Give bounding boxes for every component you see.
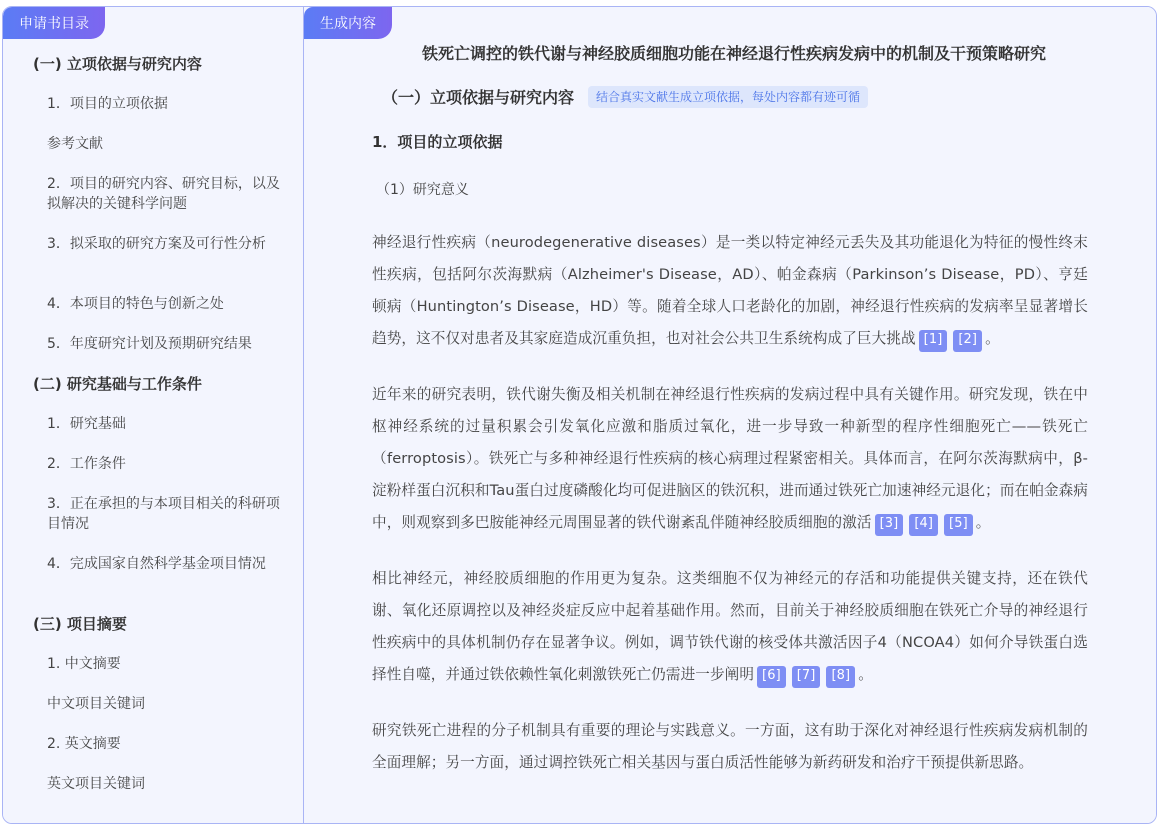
paragraph-end: 。 — [975, 514, 991, 531]
toc-section-heading[interactable]: (三) 项目摘要 — [33, 615, 127, 633]
citation-link[interactable]: [5] — [944, 514, 973, 536]
toc-item[interactable]: 3．拟采取的研究方案及可行性分析 — [47, 236, 266, 252]
paragraph-text: 相比神经元，神经胶质细胞的作用更为复杂。这类细胞不仅为神经元的存活和功能提供关键支持，还在铁代谢、氧化还原调控以及神经炎症反应中起着基础作用。然而，目前关于神经胶质细胞在铁死亡介导的神经退行性疾病中的具体机制仍存在显著争议。例如，调节铁代谢的核受体共激活因子4（NCOA4）如何介导铁蛋白选择性自噬，并通过铁依赖性氧化刺激铁死亡仍需进一步阐明 — [372, 570, 1088, 683]
app-frame — [2, 6, 1157, 824]
paragraph-text: 神经退行性疾病（neurodegenerative diseases）是一类以特定神经元丢失及其功能退化为特征的慢性终末性疾病，包括阿尔茨海默病（Alzheimer's Disease，AD）、帕金森病（Parkinson’s Disease，PD）、亨廷顿病（Huntington’s Disease，HD）等。随着全球人口老龄化的加剧，神经退行性疾病的发病率呈显著增长趋势，这不仅对患者及其家庭造成沉重负担，也对社会公共卫生系统构成了巨大挑战 — [372, 234, 1088, 347]
toc-item[interactable]: 5．年度研究计划及预期研究结果 — [47, 336, 252, 352]
content-tag: 生成内容 — [304, 7, 392, 39]
toc-sidebar — [3, 7, 304, 823]
toc-item[interactable]: 2. 英文摘要 — [47, 736, 121, 752]
toc-item[interactable]: 1．项目的立项依据 — [47, 96, 168, 112]
paragraph — [372, 715, 1088, 779]
toc-section-heading[interactable]: (一) 立项依据与研究内容 — [33, 55, 202, 73]
toc-item[interactable]: 2．工作条件 — [47, 456, 126, 472]
toc-section-heading[interactable]: (二) 研究基础与工作条件 — [33, 375, 202, 393]
section-hint-badge: 结合真实文献生成立项依据，每处内容都有迹可循 — [588, 86, 868, 108]
subsubheading: （1）研究意义 — [376, 182, 469, 198]
subheading: 1．项目的立项依据 — [372, 133, 503, 151]
citation-link[interactable]: [2] — [953, 330, 982, 352]
paragraph-end: 。 — [858, 666, 873, 683]
document-title: 铁死亡调控的铁代谢与神经胶质细胞功能在神经退行性疾病发病中的机制及干预策略研究 — [421, 44, 1046, 63]
paragraph — [372, 227, 1088, 355]
content-panel — [304, 7, 1156, 823]
citation-link[interactable]: [1] — [919, 330, 948, 352]
document — [372, 39, 1088, 779]
toc-item[interactable]: 4．完成国家自然科学基金项目情况 — [47, 556, 266, 572]
citation-link[interactable]: [6] — [757, 666, 786, 688]
toc-item[interactable]: 英文项目关键词 — [47, 776, 145, 792]
toc-item[interactable]: 4．本项目的特色与创新之处 — [47, 296, 224, 312]
paragraph — [372, 379, 1088, 539]
paragraph — [372, 563, 1088, 691]
citation-link[interactable]: [3] — [875, 514, 904, 536]
toc-item[interactable]: 参考文献 — [47, 136, 103, 152]
section-heading-row — [372, 85, 1088, 108]
citation-link[interactable]: [8] — [826, 666, 855, 688]
toc-list — [3, 52, 303, 812]
toc-item[interactable]: 3．正在承担的与本项目相关的科研项目情况 — [47, 496, 280, 532]
paragraph-text: 近年来的研究表明，铁代谢失衡及相关机制在神经退行性疾病的发病过程中具有关键作用。研究发现，铁在中枢神经系统的过量积累会引发氧化应激和脂质过氧化，进一步导致一种新型的程序性细胞死亡——铁死亡（ferroptosis）。铁死亡与多种神经退行性疾病的核心病理过程紧密相关。具体而言，在阿尔茨海默病中，β-淀粉样蛋白沉积和Tau蛋白过度磷酸化均可促进脑区的铁沉积，进而通过铁死亡加速神经元退化；而在帕金森病中，则观察到多巴胺能神经元周围显著的铁代谢紊乱伴随神经胶质细胞的激活 — [372, 386, 1088, 531]
citation-link[interactable]: [4] — [909, 514, 938, 536]
citation-link[interactable]: [7] — [792, 666, 821, 688]
toc-item[interactable]: 中文项目关键词 — [47, 696, 145, 712]
paragraph-text: 研究铁死亡进程的分子机制具有重要的理论与实践意义。一方面，这有助于深化对神经退行性疾病发病机制的全面理解；另一方面，通过调控铁死亡相关基因与蛋白质活性能够为新药研发和治疗干预提供新思路。 — [372, 722, 1088, 771]
toc-item[interactable]: 2．项目的研究内容、研究目标，以及拟解决的关键科学问题 — [47, 176, 280, 212]
paragraph-end: 。 — [985, 330, 1000, 347]
toc-item[interactable]: 1. 中文摘要 — [47, 656, 121, 672]
toc-item[interactable]: 1．研究基础 — [47, 416, 126, 432]
toc-tag: 申请书目录 — [3, 7, 105, 39]
paragraph-list — [372, 227, 1088, 779]
section-heading: （一）立项依据与研究内容 — [382, 88, 575, 107]
